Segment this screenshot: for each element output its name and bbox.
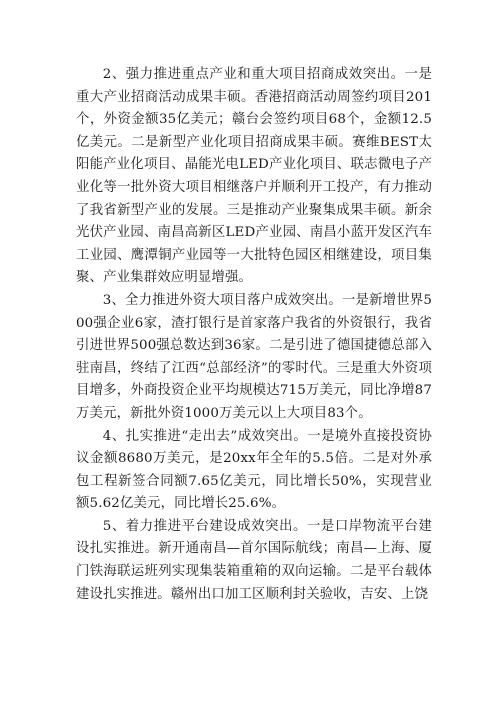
paragraph-platform-construction: 5、着力推进平台建设成效突出。一是口岸物流平台建设扎实推进。新开通南昌—首尔国际航线；南昌—上海、厦门铁海联运班列实现集装箱重箱的双向运输。二是平台载体建设扎实推进。赣州出口加工区顺利封关验收，吉安、上饶 bbox=[76, 518, 432, 602]
paragraph-foreign-investment-projects: 3、全力推进外资大项目落户成效突出。一是新增世界500强企业6家，渣打银行是首家落户我省的外资银行，我省引进世界500强总数达到36家。二是引进了德国捷德总部入驻南昌，终结了江西“总部经济”的零时代。三是重大外资项目增多，外商投资企业平均规模达715万美元，同比净增87万美元，新批外资1000万美元以上大项目83个。 bbox=[76, 292, 432, 421]
paragraph-going-global: 4、扎实推进“走出去”成效突出。一是境外直接投资协议金额8680万美元，是20xx年全年的5.5倍。二是对外承包工程新签合同额7.65亿美元，同比增长50%，实现营业额5.62亿美元，同比增长25.6%。 bbox=[76, 428, 432, 512]
document-body bbox=[76, 64, 432, 606]
paragraph-investment-key-industries: 2、强力推进重点产业和重大项目招商成效突出。一是重大产业招商活动成果丰硕。香港招商活动周签约项目201个，外资金额35亿美元；赣台会签约项目68个，金额12.5亿美元。二是新型产业化项目招商成果丰硕。赛维BEST太阳能产业化项目、晶能光电LED产业化项目、联志微电子产业化等一批外资大项目相继落户并顺利开工投产，有力推动了我省新型产业的发展。三是推动产业聚集成果丰硕。新余光伏产业园、南昌高新区LED产业园、南昌小蓝开发区汽车工业园、鹰潭铜产业园等一大批特色园区相继建设，项目集聚、产业集群效应明显增强。 bbox=[76, 67, 432, 286]
